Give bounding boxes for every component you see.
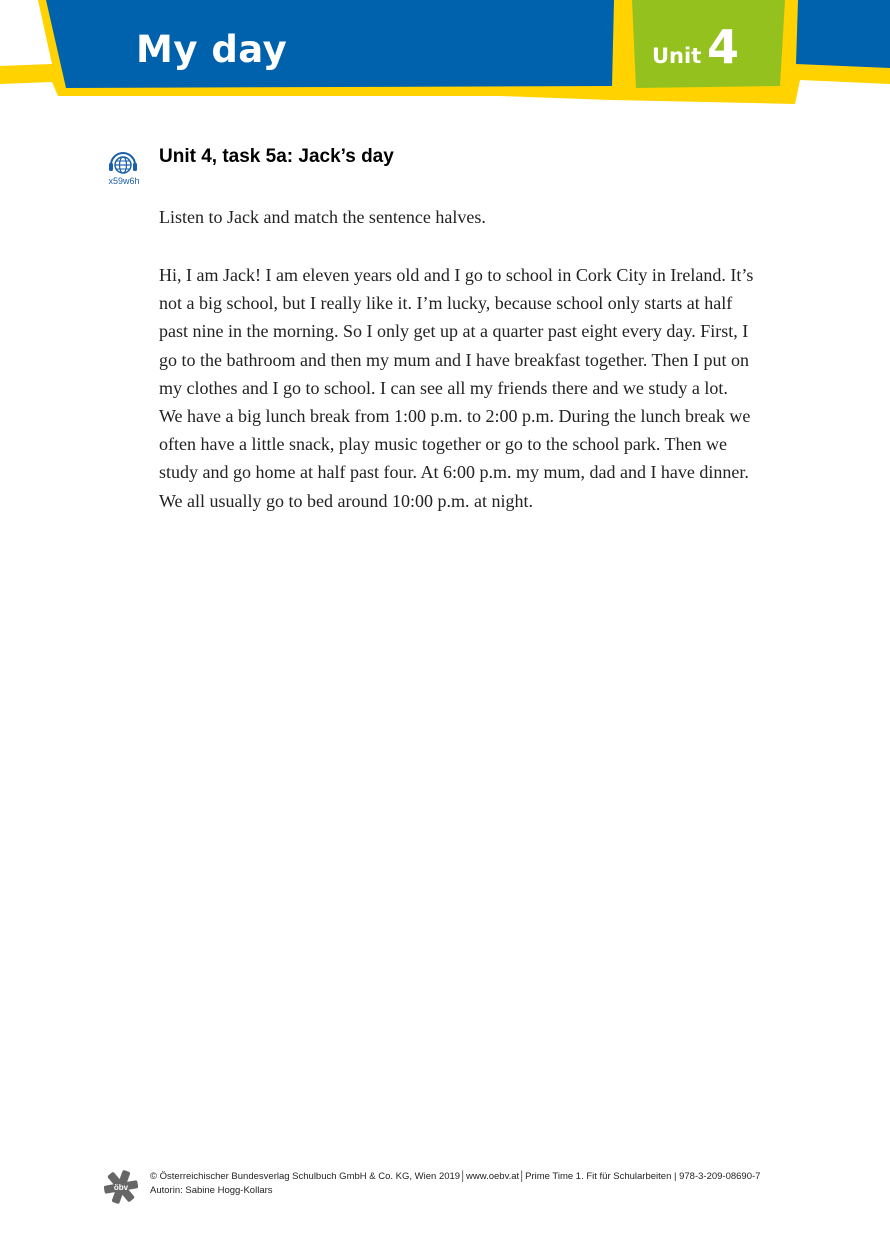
story-line: We all usually go to bed around 10:00 p.m. at night.	[159, 490, 533, 511]
footer-author: Autorin: Sabine Hogg-Kollars	[150, 1185, 273, 1196]
story-line: We have a big lunch break from 1:00 p.m. to 2:00 p.m. During the lunch break we	[159, 406, 751, 427]
story-line: often have a little snack, play music together or go to the school park. Then we	[159, 434, 728, 455]
story-line: study and go home at half past four. At 6:00 p.m. my mum, dad and I have dinner.	[159, 462, 749, 483]
task-heading: Unit 4, task 5a: Jack’s day	[159, 146, 394, 167]
footer	[150, 1170, 870, 1198]
story-line: not a big school, but I really like it. I’m lucky, because school only starts at half	[159, 293, 733, 314]
globe-headphones-icon[interactable]	[106, 148, 140, 178]
header-banner	[0, 0, 890, 110]
logo-text: öbv	[113, 1183, 129, 1192]
audio-code[interactable]: x59w6h	[108, 176, 140, 186]
story-line: past nine in the morning. So I only get up at a quarter past eight every day. First, I	[159, 321, 749, 342]
story-line: go to the bathroom and then my mum and I have breakfast together. Then I put on	[159, 349, 750, 370]
story-line: Hi, I am Jack! I am eleven years old and I go to school in Cork City in Ireland. It’s	[159, 265, 754, 285]
oebv-logo-icon	[104, 1170, 138, 1204]
story-line: my clothes and I go to school. I can see all my friends there and we study a lot.	[159, 377, 728, 398]
footer-copyright: © Österreichischer Bundesverlag Schulbuch GmbH & Co. KG, Wien 2019│www.oebv.at│Prime Time 1. Fit für Schularbeiten | 978-3-209-08690-7	[150, 1171, 761, 1182]
unit-number: 4	[707, 20, 740, 74]
unit-label: Unit	[652, 44, 702, 68]
task-instruction: Listen to Jack and match the sentence halves.	[159, 207, 486, 227]
story-text	[159, 261, 799, 515]
page-title: My day	[136, 28, 288, 71]
